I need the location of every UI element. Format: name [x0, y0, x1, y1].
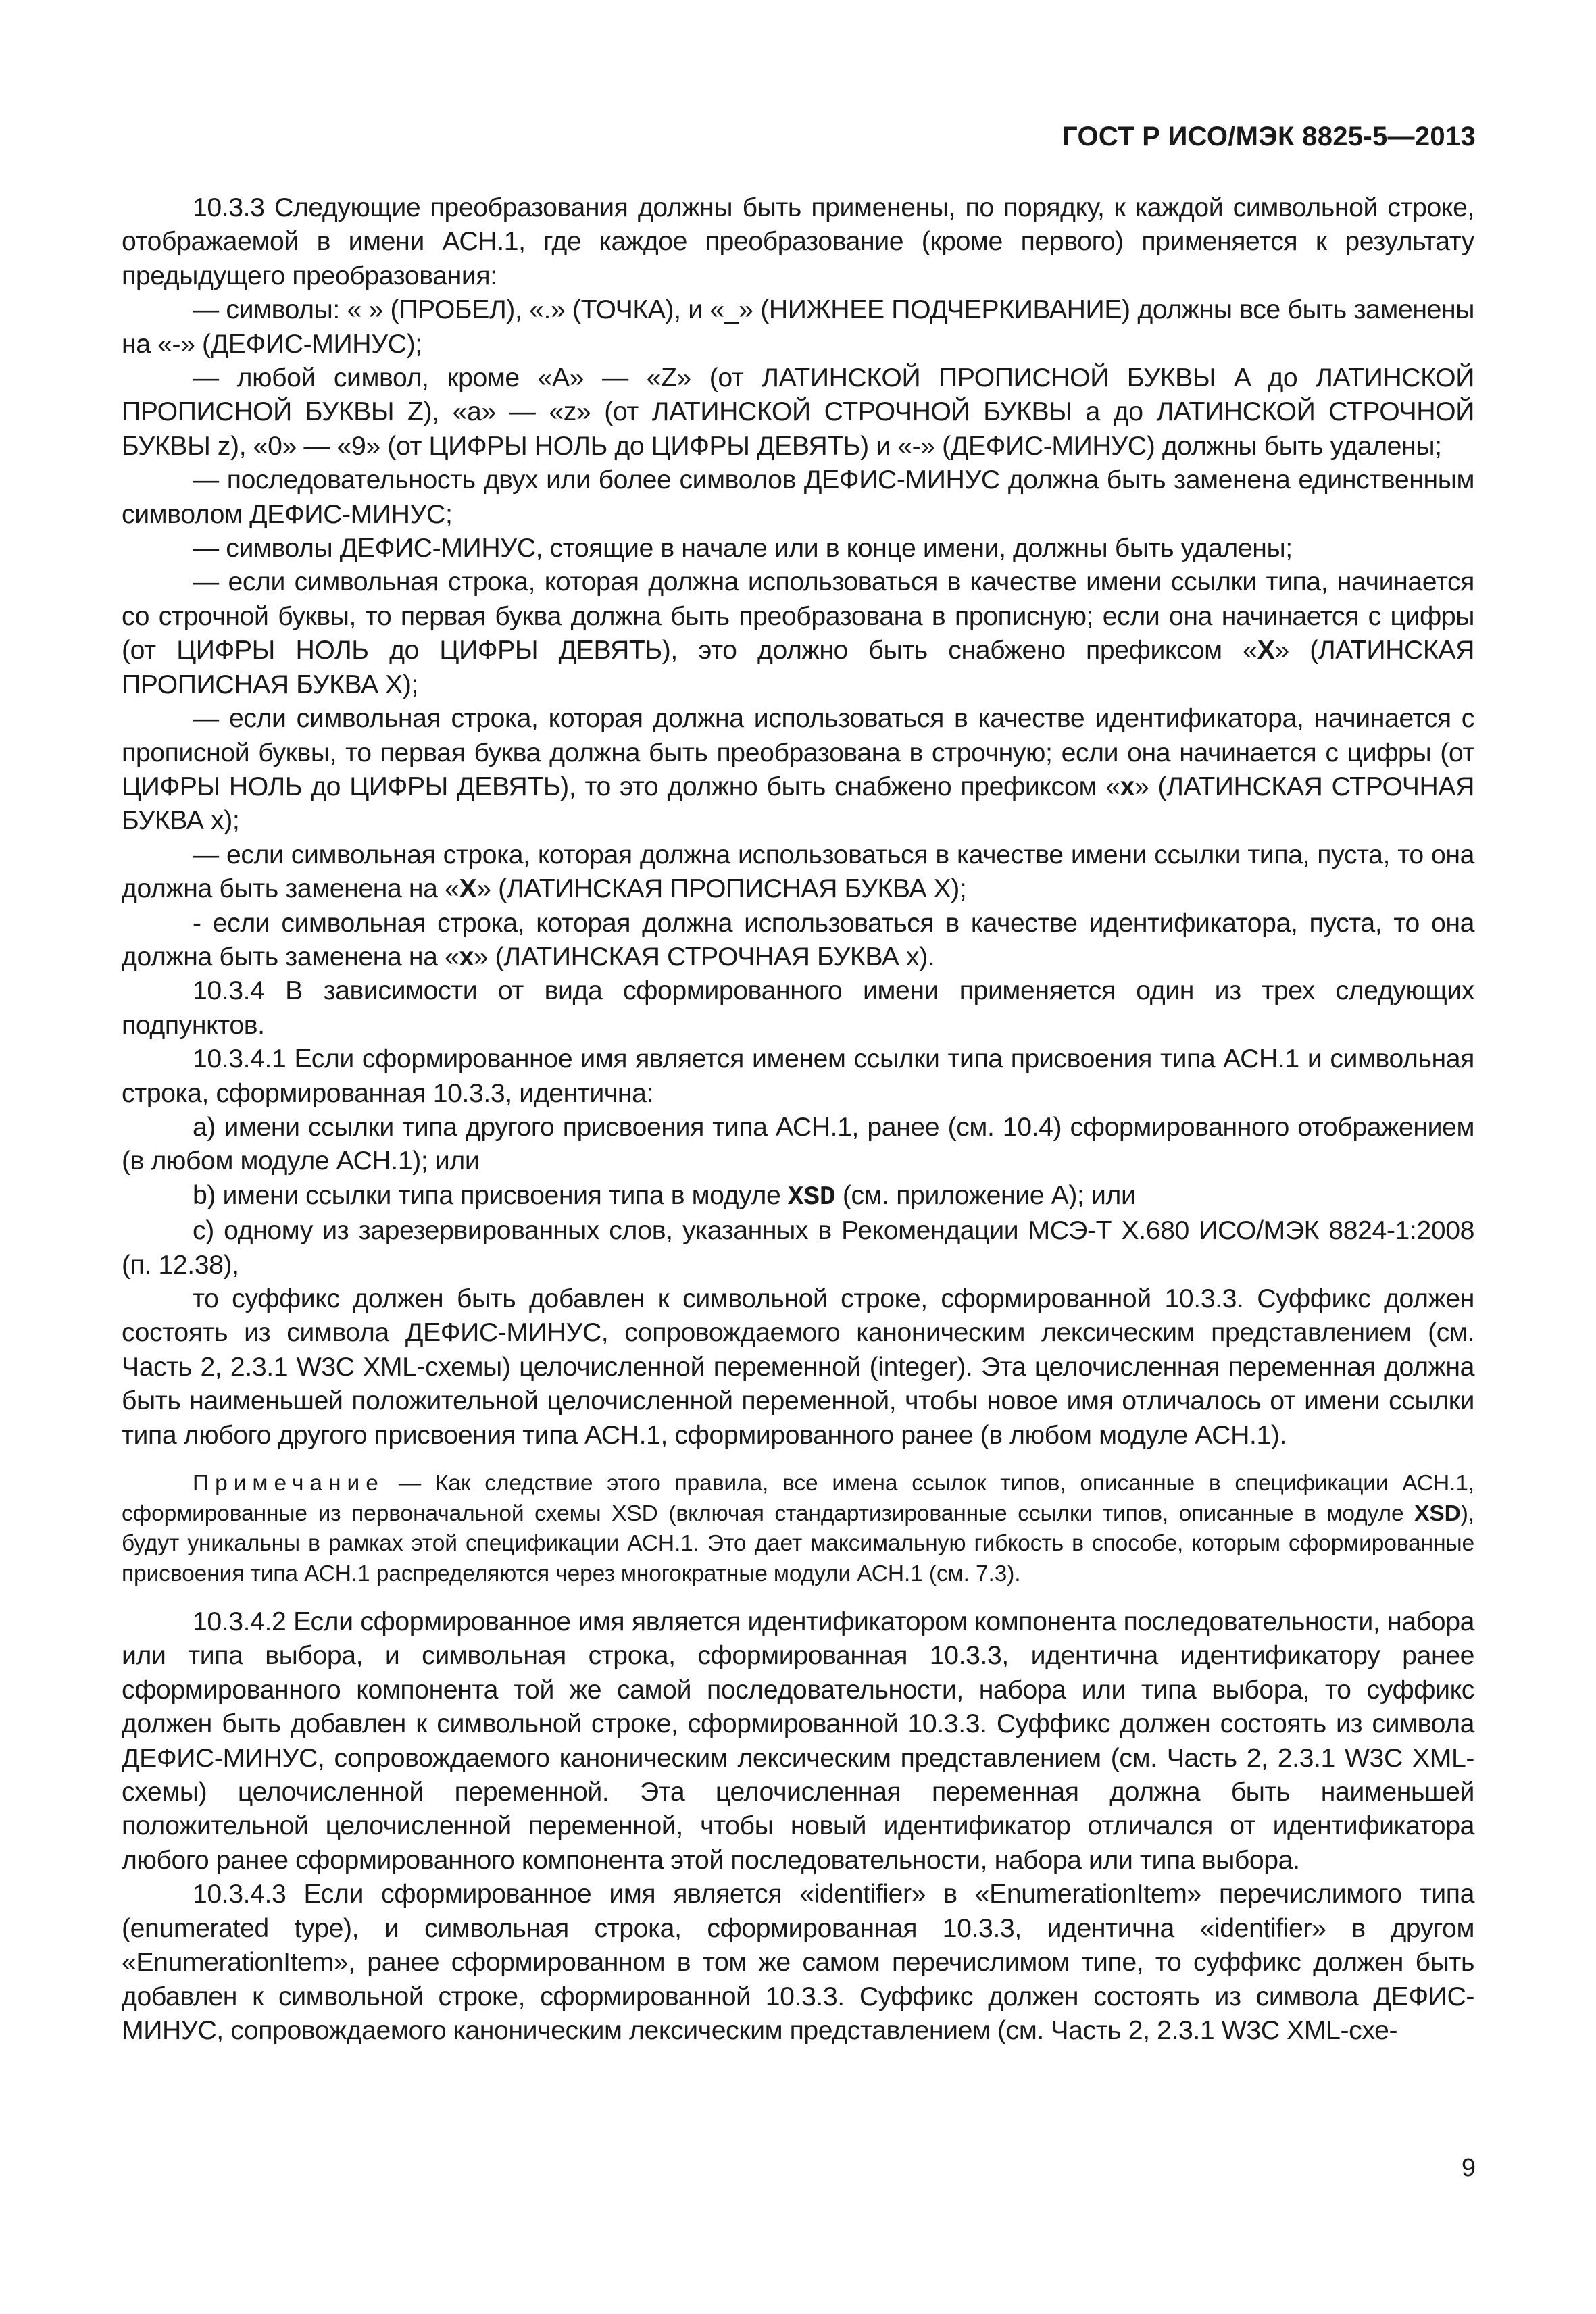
- paragraph-10-3-4-2: 10.3.4.2 Если сформированное имя является идентификатором компонента последовательности, набора или типа выбора, и символьная строка, сформированная 10.3.3, идентична идентификатору ранее сформированного компонента той же самой последовательности, набора или типа выбора, то суффикс должен быть добавлен к символьной строке, сформированной 10.3.3. Суффикс должен состоять из символа ДЕФИС-МИНУС, сопровождаемого каноническим лексическим представлением (см. Часть 2, 2.3.1 W3C XML-схемы) целочисленной переменной. Эта целочисленная переменная должна быть наименьшей положительной целочисленной переменной, чтобы новый идентификатор отличался от идентификатора любого ранее сформированного компонента этой последовательности, набора или типа выбора.: [122, 1607, 1474, 1875]
- paragraph-10-3-4: 10.3.4 В зависимости от вида сформированного имени применяется один из трех следующих подпунктов.: [122, 976, 1474, 1040]
- paragraph-10-3-4-3: 10.3.4.3 Если сформированное имя является «identifier» в «EnumerationItem» перечислимого типа (enumerated type), и символьная строка, сформированная 10.3.3, идентична «identifier» в другом «EnumerationItem», ранее сформированном в том же самом перечислимом типе, то суффикс должен быть добавлен к символьной строке, сформированной 10.3.3. Суффикс должен состоять из символа ДЕФИС-МИНУС, сопровождаемого каноническим лексическим представлением (см. Часть 2, 2.3.1 W3C XML-схе-: [122, 1880, 1474, 2045]
- page-number: 9: [1461, 2154, 1476, 2182]
- list-item-empty-type-reference: — если символьная строка, которая должна использоваться в качестве имени ссылки типа, пуста, то она должна быть заменена на «X» (ЛАТИНСКАЯ ПРОПИСНАЯ БУКВА X);: [122, 840, 1474, 904]
- paragraph-10-3-4-1: 10.3.4.1 Если сформированное имя является именем ссылки типа присвоения типа АСН.1 и символьная строка, сформированная 10.3.3, идентична:: [122, 1045, 1474, 1108]
- list-item-a: a) имени ссылки типа другого присвоения типа АСН.1, ранее (см. 10.4) сформированного отображением (в любом модуле АСН.1); или: [122, 1112, 1474, 1176]
- list-item-symbols: — символы: « » (ПРОБЕЛ), «.» (ТОЧКА), и «_» (НИЖНЕЕ ПОДЧЕРКИВАНИЕ) должны все быть заменены на «-» (ДЕФИС-МИНУС);: [122, 295, 1474, 359]
- note: Примечание — Как следствие этого правила, все имена ссылок типов, описанные в спецификации АСН.1, сформированные из первоначальной схемы XSD (включая стандартизированные ссылки типов, описанные в модуле XSD), будут уникальны в рамках этой спецификации АСН.1. Это дает максимальную гибкость в способе, которым сформированные присвоения типа АСН.1 распределяются через многократные модули АСН.1 (см. 7.3).: [122, 1471, 1474, 1586]
- note-label: Примечание: [193, 1471, 384, 1496]
- document-body: [122, 191, 1474, 2048]
- list-item-b: b) имени ссылки типа присвоения типа в модуле XSD (см. приложение А); или: [193, 1180, 1136, 1212]
- list-item-empty-identifier: - если символьная строка, которая должна использоваться в качестве идентификатора, пуста, то она должна быть заменена на «x» (ЛАТИНСКАЯ СТРОЧНАЯ БУКВА x).: [122, 908, 1474, 972]
- paragraph-10-3-3: 10.3.3 Следующие преобразования должны быть применены, по порядку, к каждой символьной строке, отображаемой в имени АСН.1, где каждое преобразование (кроме первого) применяется к результату предыдущего преобразования:: [122, 193, 1474, 291]
- paragraph-suffix-rule: то суффикс должен быть добавлен к символьной строке, сформированной 10.3.3. Суффикс должен состоять из символа ДЕФИС-МИНУС, сопровождаемого каноническим лексическим представлением (см. Часть 2, 2.3.1 W3C XML-схемы) целочисленной переменной (integer). Эта целочисленная переменная должна быть наименьшей положительной целочисленной переменной, чтобы новое имя отличалось от имени ссылки типа любого другого присвоения типа АСН.1, сформированного ранее (в любом модуле АСН.1).: [122, 1284, 1474, 1450]
- list-item-type-reference-prefix: — если символьная строка, которая должна использоваться в качестве имени ссылки типа, начинается со строчной буквы, то первая буква должна быть преобразована в прописную; если она начинается с цифры (от ЦИФРЫ НОЛЬ до ЦИФРЫ ДЕВЯТЬ), это должно быть снабжено префиксом «X» (ЛАТИНСКАЯ ПРОПИСНАЯ БУКВА X);: [122, 568, 1475, 699]
- list-item-leading-trailing: — символы ДЕФИС-МИНУС, стоящие в начале или в конце имени, должны быть удалены;: [193, 534, 1293, 563]
- list-item-sequence: — последовательность двух или более символов ДЕФИС-МИНУС должна быть заменена единственным символом ДЕФИС-МИНУС;: [122, 466, 1474, 529]
- document-header: ГОСТ Р ИСО/МЭК 8825-5—2013: [1062, 122, 1476, 151]
- list-item-identifier-prefix: — если символьная строка, которая должна использоваться в качестве идентификатора, начинается с прописной буквы, то первая буква должна быть преобразована в строчную; если она начинается с цифры (от ЦИФРЫ НОЛЬ до ЦИФРЫ ДЕВЯТЬ), то это должно быть снабжено префиксом «x» (ЛАТИНСКАЯ СТРОЧНАЯ БУКВА x);: [122, 704, 1474, 836]
- list-item-c: c) одному из зарезервированных слов, указанных в Рекомендации МСЭ-Т X.680 ИСО/МЭК 8824-1:2008 (п. 12.38),: [122, 1216, 1474, 1280]
- list-item-any-symbol: — любой символ, кроме «A» — «Z» (от ЛАТИНСКОЙ ПРОПИСНОЙ БУКВЫ A до ЛАТИНСКОЙ ПРОПИСНОЙ БУКВЫ Z), «a» — «z» (от ЛАТИНСКОЙ СТРОЧНОЙ БУКВЫ a до ЛАТИНСКОЙ СТРОЧНОЙ БУКВЫ z), «0» — «9» (от ЦИФРЫ НОЛЬ до ЦИФРЫ ДЕВЯТЬ) и «-» (ДЕФИС-МИНУС) должны быть удалены;: [122, 363, 1474, 461]
